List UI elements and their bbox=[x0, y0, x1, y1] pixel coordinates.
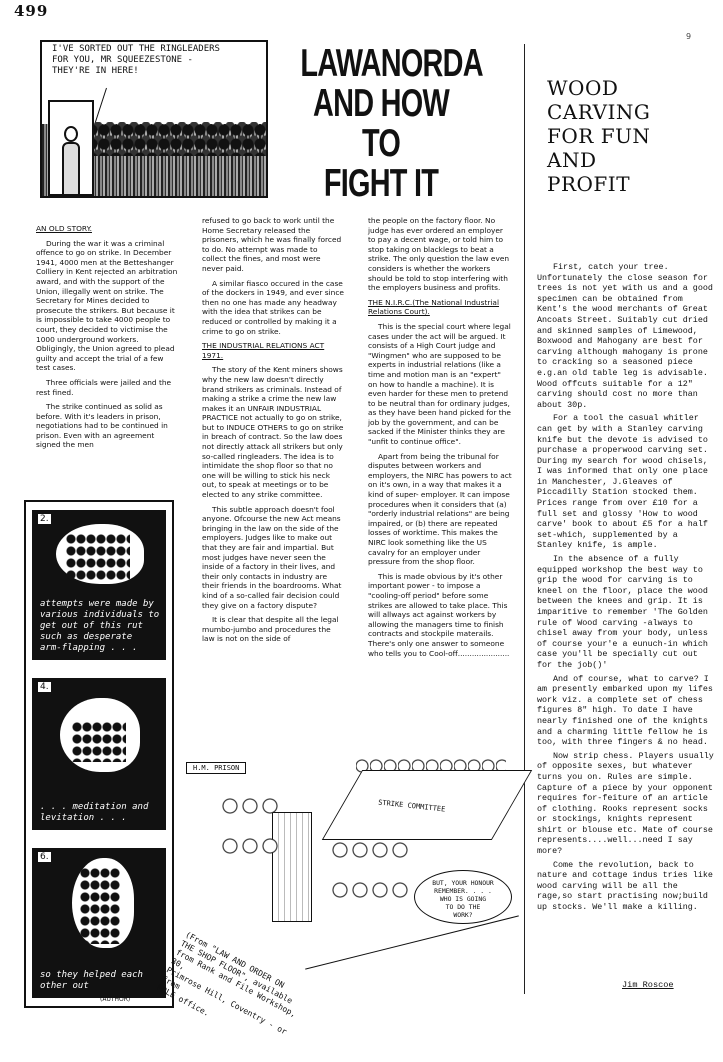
article-column-2 bbox=[202, 216, 344, 649]
panel-caption: so they helped each other out bbox=[40, 970, 143, 991]
section-heading-nirc: THE N.I.R.C.(The National Industrial Relations Court). bbox=[368, 297, 500, 317]
paragraph: the people on the factory floor. No judge has ever ordered an employer to pay a decent wage, or told him to stop taking on blacklegs to beat a strike. The only question the law even considers is whether the workers should be told to stop interfering with the employers business and profits. bbox=[368, 216, 510, 293]
foreman-body bbox=[62, 142, 80, 196]
paragraph: refused to go back to work until the Home Secretary released the prisoners, which he was finally forced to do. No attempt was made to collect the fines, and most were never paid. bbox=[202, 216, 342, 273]
section-heading-old-story: AN OLD STORY. bbox=[36, 224, 92, 233]
panel-number: 4. bbox=[40, 682, 49, 692]
paragraph: This is the special court where legal cases under the act will be argued. It consists of a High Court judge and "Wingmen" who are supposed to be experts in industrial relations (like a time and motion man is an "expert" on how to handle a machine). It is even harder for these men to pretend to be neutral than for ordinary judges, as they have been hand picked for the job by the government, and can be sacked if the Minister thinks they are "unfit to continue office". bbox=[368, 321, 511, 447]
crowd-figures bbox=[222, 798, 282, 878]
figures-group bbox=[80, 868, 120, 944]
paragraph: For a tool the casual whitler can get by with a Stanley carving knife but the devote is advised to purchase a properwood carving set. During my search for wood chisels, I was informed that only one place in Manchester, J.Gleaves of Piccadilly Station stocked them. Prices range from over £10 for a full set and glossy 'How to wood carve' book to about £5 for a half set-which, supplemented by a Stanley knife, is ample. bbox=[537, 413, 708, 551]
paragraph: It is clear that despite all the legal mumbo-jumbo and procedures the law is not on the side of bbox=[202, 615, 339, 644]
paragraph: And of course, what to carve? I am presently embarked upon my lifes work viz. a complete set of chess figures 8" high. To date I have nearly finished one of the knights and a charming little fellow he is too, with three fingers & no head. bbox=[537, 673, 713, 748]
floor-line bbox=[305, 915, 519, 969]
page-number-left: 499 bbox=[14, 2, 49, 20]
article-column-3 bbox=[368, 216, 512, 663]
panel-number: 2. bbox=[40, 514, 49, 524]
comic-panel-3 bbox=[32, 848, 166, 998]
defendant-figures bbox=[332, 842, 412, 922]
figures-group bbox=[72, 722, 126, 762]
paragraph: Apart from being the tribunal for disputes between workers and employers, the NIRC has powers to act on it's own, in a way that makes it a kind of super- employer. It can impose procedures when it considers that (a) "orderly industrial relations" are being impaired, or (b) there are repeated losses of worktime. This makes the NIRC look something like the US cavalry for an employer under pressure from the shop floor. bbox=[368, 451, 512, 567]
paragraph: This is made obvious by it's other important power - to impose a "cooling-off period" before some strikes are allowed to take place. This will allways act against workers by allowing the managers time to finish contracts and stockpile materails. There's only one answer to someone who tells you to Cool-off...................... bbox=[368, 571, 510, 658]
paragraph: Now strip chess. Players usually of opposite sexes, but whatever turns you on. Rules are simple. Capture of a piece by your opponent requires for-feiture of an article of clothing. Rooks represent socks or stockings, knights represent shirt or blouse etc. Mate of course represents....well...need I say more? bbox=[537, 750, 714, 857]
figures-group bbox=[66, 534, 130, 582]
panel-number: 6. bbox=[40, 852, 49, 862]
strip-credit: (AUTHOR) bbox=[100, 996, 131, 1003]
comic-panel-2 bbox=[32, 678, 166, 830]
paragraph: First, catch your tree. Unfortunately the close season for trees is not yet with us and a good specimen can be obtained from Kent's the wood merchants of Great Ancoats Street. Suitably cut dried and skinned samples of Limewood, Boxwood and Mahogany are best for carving although mahogany is prone to cracking so a seasoned piece e.g.an old table leg is advisable. Wood offcuts suitable for a 12" carving should cost no more than about 30p. bbox=[537, 262, 713, 410]
column-divider bbox=[524, 44, 525, 994]
article-column-1 bbox=[36, 222, 179, 455]
wood-carving-title: WOOD CARVING FOR FUN AND PROFIT bbox=[547, 76, 651, 196]
paragraph: In the absence of a fully equipped workshop the best way to grip the wood for carving is to kneel on the floor, place the wood between the knees and grip. It is imparitive to remember 'The Golden rule of Wood carving -always to chisel away from your body, unless of course your'e a eunuch-in which case you'll be specially cut out for the job()' bbox=[537, 554, 708, 670]
cartoon-caption: I'VE SORTED OUT THE RINGLEADERS FOR YOU, MR SQUEEZESTONE - THEY'RE IN HERE! bbox=[52, 44, 220, 76]
paragraph: During the war it was a criminal offence to go on strike. In December 1941, 4000 men at the Betteshanger Colliery in Kent rejected an arbitration award, and with the support of the Union, illegally went on strike. The Secretary for Mines decided to prosecute the strikers. But because it is impossible to take 4000 people to court, they decided to victimise the 1000 underground workers. Obligingly, the Union agreed to plead guilty and accept the trial of a few test cases. bbox=[36, 238, 178, 373]
headline: LAWANORDA AND HOW TO FIGHT IT bbox=[300, 42, 483, 205]
comic-panel-1 bbox=[32, 510, 166, 660]
panel-caption: attempts were made by various individuals to get out of this rut such as desperate arm-flapping . . . bbox=[40, 599, 160, 653]
speech-balloon: BUT, YOUR HONOUR REMEMBER. . . . WHO IS GOING TO DO THE WORK? bbox=[414, 870, 512, 924]
paragraph: The story of the Kent miners shows why the new law doesn't directly brand strikers as criminals. Instead of making a strike a crime the new law makes it an UNFAIR INDUSTRIAL PRACTICE not actually to go on strike, but to INDUCE OTHERS to go on strike in breach of contract. So the law does not directly attack all strikers but only so-called ringleaders. The idea is to intimidate the shop floor so that no one will be willing to stick his neck out, to speak at meetings or to be elected to any strike committee. bbox=[202, 365, 344, 500]
court-cartoon bbox=[155, 752, 520, 1037]
paragraph: The strike continued as solid as before. With it's leaders in prison, negotiations had to be continued in prison. Even with an agreement signed the men bbox=[36, 402, 168, 450]
paragraph: Three officials were jailed and the rest fined. bbox=[36, 377, 172, 397]
foreman-head bbox=[64, 126, 78, 142]
paragraph: Come the revolution, back to nature and cottage indus tries like wood carving will be all the rage,so start practising now;build up stocks. We'll make a killing. bbox=[537, 859, 713, 913]
ringleaders-cartoon bbox=[40, 40, 268, 198]
comic-strip bbox=[24, 500, 174, 1008]
panel-caption: . . . meditation and levitation . . . bbox=[40, 802, 149, 823]
section-heading-industrial-relations-act: THE INDUSTRIAL RELATIONS ACT 1971. bbox=[202, 341, 325, 360]
prison-sign: H.M. PRISON bbox=[186, 762, 246, 774]
author-signature: Jim Roscoe bbox=[622, 980, 674, 990]
bench-label: STRIKE COMMITTEE bbox=[377, 798, 446, 814]
foreman-figure bbox=[60, 126, 82, 196]
source-credit: (From "LAW AND ORDER ON THE SHOP FLOOR", available from Rank and File Workshop, 30, Primrose Hill, Coventry - or from MOLE office. bbox=[155, 930, 298, 1037]
paragraph: This subtle approach doesn't fool anyone. Ofcourse the new Act means bringing in the law on the side of the employers. Judges like to make out that they are fair and impartial. But most judges have never seen the inside of a factory in their lives, and their only contacts in industry are their friends in the boardrooms. What kind of a so-called fair decision could they give on a factory dispute? bbox=[202, 504, 342, 610]
page-number-right: 9 bbox=[686, 32, 692, 41]
wood-carving-body bbox=[537, 262, 717, 916]
paragraph: A similar fiasco occured in the case of the dockers in 1949, and ever since then no one has made any headway with the idea that strikes can be reduced or controlled by making it a crime to go on strike. bbox=[202, 278, 344, 336]
